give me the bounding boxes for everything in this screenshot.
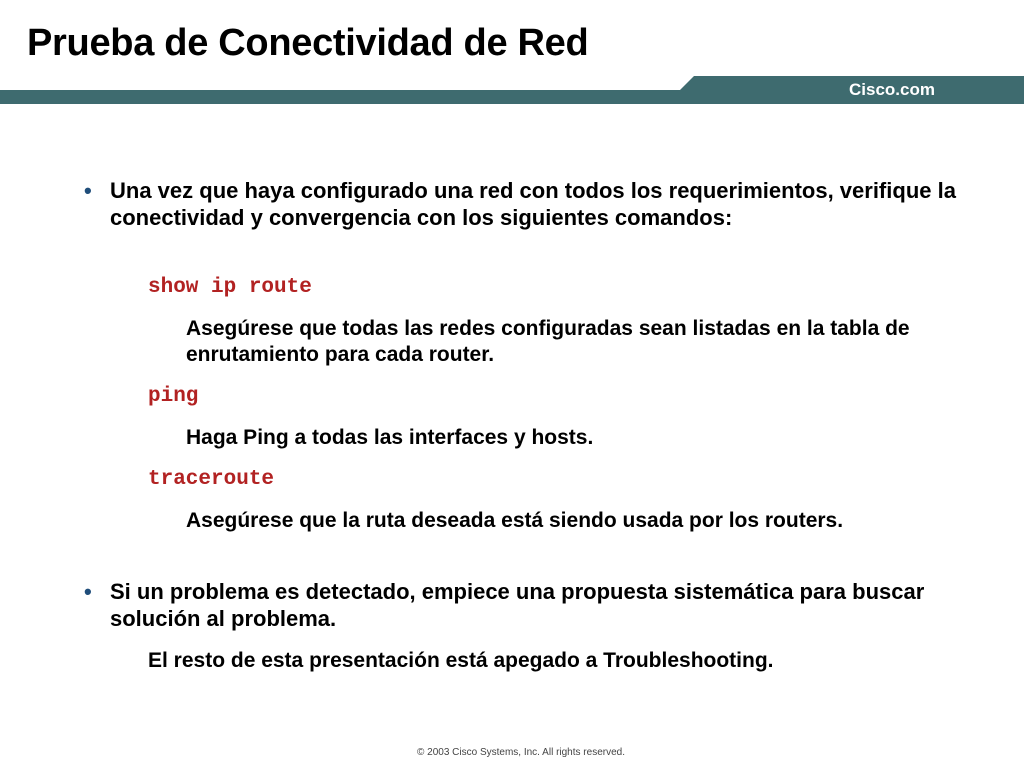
slide-title: Prueba de Conectividad de Red xyxy=(27,22,589,64)
bullet-item-1 xyxy=(84,177,960,231)
troubleshooting-note: El resto de esta presentación está apegado a Troubleshooting. xyxy=(148,649,774,672)
command-description: Asegúrese que la ruta deseada está siendo usada por los routers. xyxy=(186,509,844,532)
bullet-icon: • xyxy=(84,579,92,604)
command-show-ip-route: show ip route xyxy=(148,276,312,299)
cisco-logo-text: Cisco.com xyxy=(849,80,935,99)
command-ping: ping xyxy=(148,385,199,408)
bullet-text: Una vez que haya configurado una red con todos los requerimientos, verifique la conectividad y convergencia con los siguientes comandos: xyxy=(110,178,956,230)
bullet-text: Si un problema es detectado, empiece una propuesta sistemática para buscar solución al problema. xyxy=(110,579,925,631)
copyright-footer: © 2003 Cisco Systems, Inc. All rights reserved. xyxy=(416,747,625,758)
command-description: Asegúrese que todas las redes configuradas sean listadas en la tabla de enrutamiento para cada router. xyxy=(186,317,910,366)
command-traceroute: traceroute xyxy=(148,468,275,491)
command-description: Haga Ping a todas las interfaces y hosts. xyxy=(186,426,594,449)
bullet-item-2 xyxy=(84,578,960,632)
bullet-icon: • xyxy=(84,178,92,203)
